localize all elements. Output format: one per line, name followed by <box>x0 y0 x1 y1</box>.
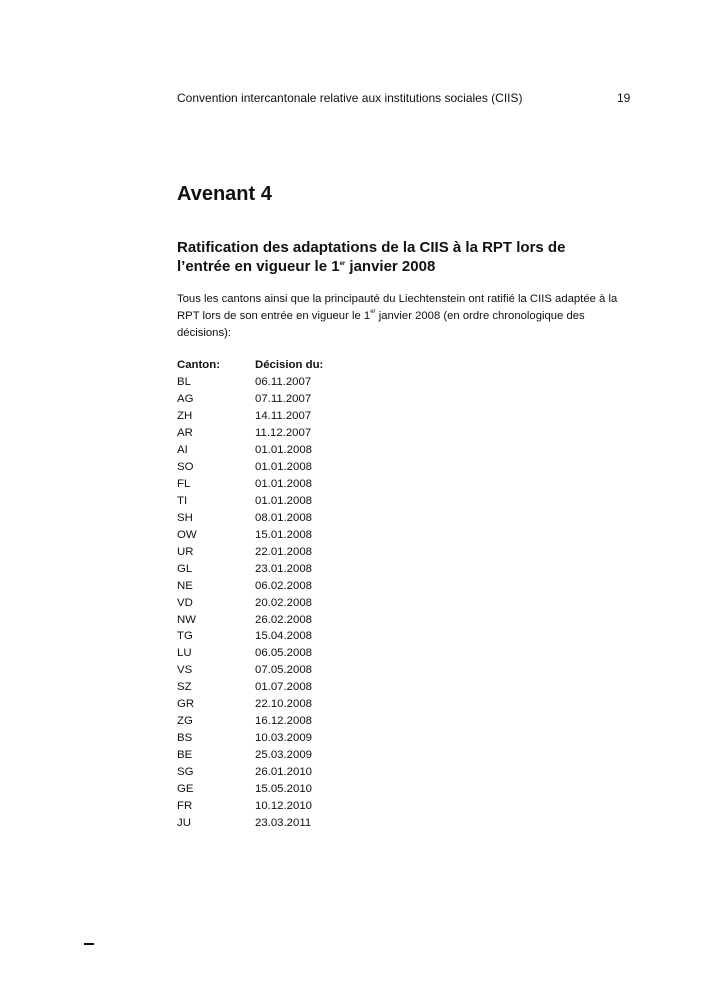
decision-date-cell: 01.01.2008 <box>255 461 313 474</box>
canton-cell: AI <box>177 444 188 457</box>
table-row <box>177 645 375 662</box>
canton-cell: VD <box>177 596 193 609</box>
decision-date-cell: 06.02.2008 <box>255 579 313 592</box>
decision-date-cell: 10.12.2010 <box>255 799 313 812</box>
canton-cell: OW <box>177 528 197 541</box>
ratification-table <box>177 357 375 831</box>
decision-date-cell: 22.01.2008 <box>255 545 313 558</box>
intro-text-end: janvier 2008 (en ordre chronologique des décisions): <box>177 310 585 339</box>
table-row <box>177 679 375 696</box>
table-row <box>177 408 375 425</box>
table-row <box>177 713 375 730</box>
decision-date-cell: 08.01.2008 <box>255 511 313 524</box>
decision-date-cell: 01.01.2008 <box>255 494 313 507</box>
table-row <box>177 493 375 510</box>
table-row <box>177 577 375 594</box>
decision-date-cell: 06.05.2008 <box>255 647 313 660</box>
canton-cell: VS <box>177 664 193 677</box>
intro-superscript: er <box>370 309 376 315</box>
canton-cell: NW <box>177 613 196 626</box>
table-row <box>177 526 375 543</box>
table-row <box>177 594 375 611</box>
canton-cell: AG <box>177 393 194 406</box>
canton-cell: ZG <box>177 715 193 728</box>
canton-cell: BE <box>177 749 193 762</box>
table-header-row <box>177 357 375 374</box>
decision-date-cell: 14.11.2007 <box>255 410 312 423</box>
decision-date-cell: 23.03.2011 <box>255 816 312 829</box>
decision-date-cell: 01.01.2008 <box>255 444 313 457</box>
canton-cell: NE <box>177 579 193 592</box>
table-row <box>177 459 375 476</box>
decision-date-cell: 26.01.2010 <box>255 765 313 778</box>
decision-date-cell: 23.01.2008 <box>255 562 313 575</box>
table-row <box>177 764 375 781</box>
canton-cell: ZH <box>177 410 193 423</box>
intro-text-start: Tous les cantons ainsi que la principauté du Liechtenstein ont ratifié la CIIS adaptée à la RPT lors de son entrée en vigueur le 1 <box>177 293 618 322</box>
canton-cell: BL <box>177 376 191 389</box>
table-row <box>177 628 375 645</box>
canton-cell: AR <box>177 427 193 440</box>
decision-date-cell: 07.05.2008 <box>255 664 313 677</box>
canton-cell: SZ <box>177 681 192 694</box>
decision-date-cell: 22.10.2008 <box>255 698 313 711</box>
table-row <box>177 797 375 814</box>
decision-date-cell: 06.11.2007 <box>255 376 312 389</box>
footer-dash-mark <box>84 943 94 945</box>
section-heading-line2-end: janvier 2008 <box>345 258 436 275</box>
section-heading-superscript: er <box>339 261 346 267</box>
decision-date-cell: 16.12.2008 <box>255 715 313 728</box>
canton-cell: TG <box>177 630 193 643</box>
decision-date-cell: 01.01.2008 <box>255 478 313 491</box>
section-heading <box>177 238 617 276</box>
canton-cell: LU <box>177 647 192 660</box>
table-row <box>177 543 375 560</box>
table-row <box>177 814 375 831</box>
running-header-title: Convention intercantonale relative aux institutions sociales (CIIS) <box>177 91 523 105</box>
table-row <box>177 747 375 764</box>
canton-cell: BS <box>177 732 193 745</box>
decision-date-cell: 10.03.2009 <box>255 732 313 745</box>
canton-cell: GE <box>177 782 194 795</box>
canton-cell: FL <box>177 478 191 491</box>
canton-cell: UR <box>177 545 194 558</box>
decision-date-cell: 15.01.2008 <box>255 528 313 541</box>
page-title: Avenant 4 <box>177 183 272 205</box>
section-heading-line1: Ratification des adaptations de la CIIS à la RPT lors de <box>177 239 566 256</box>
column-header-decision-date: Décision du: <box>255 359 324 372</box>
canton-cell: SH <box>177 511 193 524</box>
decision-date-cell: 20.02.2008 <box>255 596 313 609</box>
intro-paragraph <box>177 291 627 342</box>
table-row <box>177 425 375 442</box>
decision-date-cell: 25.03.2009 <box>255 749 313 762</box>
canton-cell: SO <box>177 461 194 474</box>
canton-cell: GR <box>177 698 195 711</box>
table-row <box>177 696 375 713</box>
table-row <box>177 442 375 459</box>
table-row <box>177 662 375 679</box>
decision-date-cell: 15.05.2010 <box>255 782 313 795</box>
canton-cell: SG <box>177 765 194 778</box>
table-body <box>177 374 375 831</box>
decision-date-cell: 26.02.2008 <box>255 613 313 626</box>
table-row <box>177 560 375 577</box>
table-row <box>177 476 375 493</box>
decision-date-cell: 11.12.2007 <box>255 427 312 440</box>
table-row <box>177 374 375 391</box>
canton-cell: TI <box>177 494 188 507</box>
section-heading-line2-start: l’entrée en vigueur le 1 <box>177 258 340 275</box>
column-header-canton: Canton: <box>177 359 221 372</box>
page-number: 19 <box>617 91 631 105</box>
canton-cell: FR <box>177 799 193 812</box>
decision-date-cell: 15.04.2008 <box>255 630 313 643</box>
table-row <box>177 391 375 408</box>
canton-cell: GL <box>177 562 193 575</box>
table-row <box>177 509 375 526</box>
table-row <box>177 780 375 797</box>
decision-date-cell: 07.11.2007 <box>255 393 312 406</box>
table-row <box>177 611 375 628</box>
canton-cell: JU <box>177 816 191 829</box>
table-row <box>177 730 375 747</box>
decision-date-cell: 01.07.2008 <box>255 681 313 694</box>
